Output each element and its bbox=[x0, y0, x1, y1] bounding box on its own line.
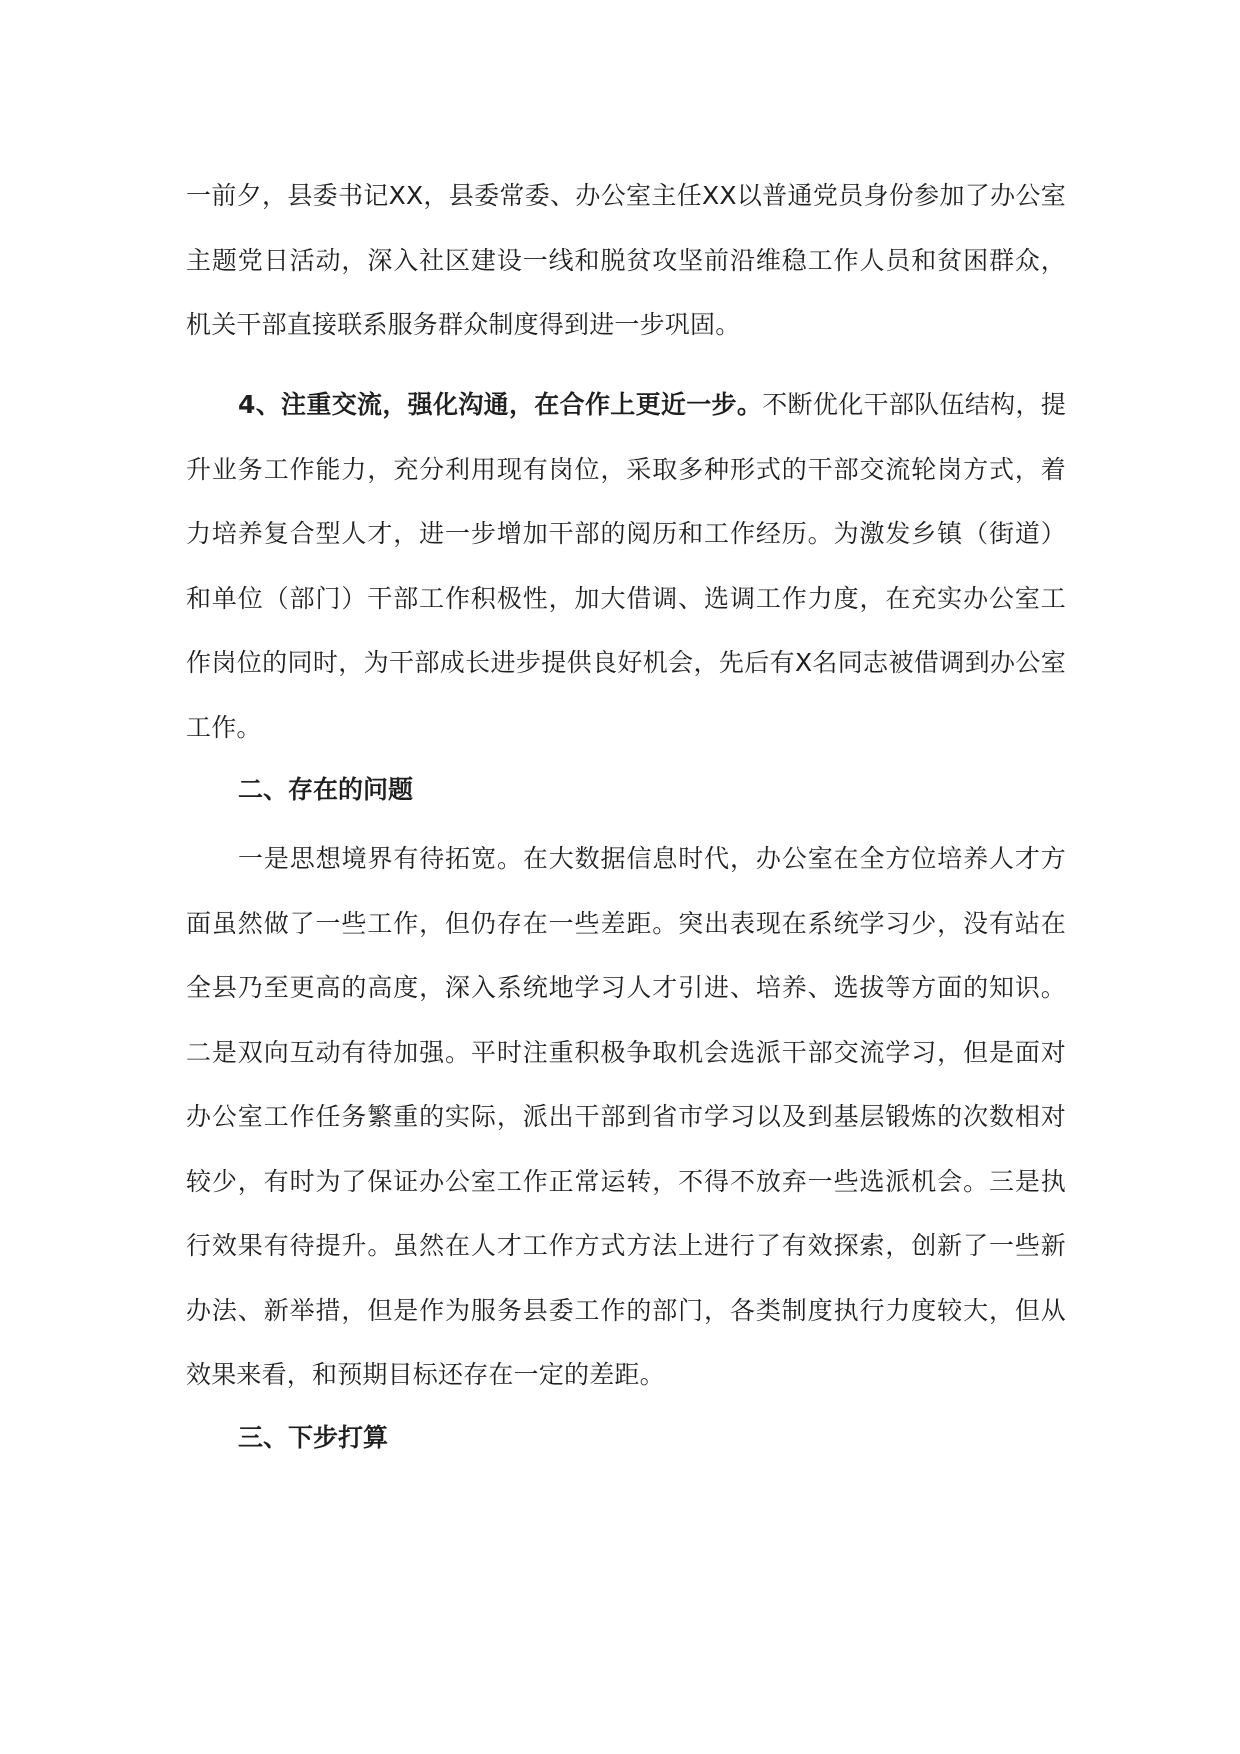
item-4-body: 不断优化干部队伍结构，提升业务工作能力，充分利用现有岗位，采取多种形式的干部交流轮岗方式，着力培养复合型人才，进一步增加干部的阅历和工作经历。为激发乡镇（街道）和单位（部门）干部工作积极性，加大借调、选调工作力度，在充实办公室工作岗位的同时，为干部成长进步提供良好机会，先后有X名同志被借调到办公室工作。 bbox=[186, 390, 1066, 742]
item-4-paragraph bbox=[186, 373, 1066, 760]
item-4-lead: 4、注重交流，强化沟通，在合作上更近一步。 bbox=[238, 390, 763, 419]
section-3-heading: 三、下步打算 bbox=[238, 1423, 389, 1452]
section-2-paragraph: 一是思想境界有待拓宽。在大数据信息时代，办公室在全方位培养人才方面虽然做了一些工作，但仍存在一些差距。突出表现在系统学习少，没有站在全县乃至更高的高度，深入系统地学习人才引进、培养、选拔等方面的知识。二是双向互动有待加强。平时注重积极争取机会选派干部交流学习，但是面对办公室工作任务繁重的实际，派出干部到省市学习以及到基层锻炼的次数相对较少，有时为了保证办公室工作正常运转，不得不放弃一些选派机会。三是执行效果有待提升。虽然在人才工作方式方法上进行了有效探索，创新了一些新办法、新举措，但是作为服务县委工作的部门，各类制度执行力度较大，但从效果来看，和预期目标还存在一定的差距。 bbox=[186, 844, 1066, 1389]
section-2-heading: 二、存在的问题 bbox=[238, 775, 414, 804]
continuation-paragraph: 一前夕，县委书记XX，县委常委、办公室主任XX以普通党员身份参加了办公室主题党日活动，深入社区建设一线和脱贫攻坚前沿维稳工作人员和贫困群众，机关干部直接联系服务群众制度得到进一步巩固。 bbox=[186, 181, 1066, 339]
